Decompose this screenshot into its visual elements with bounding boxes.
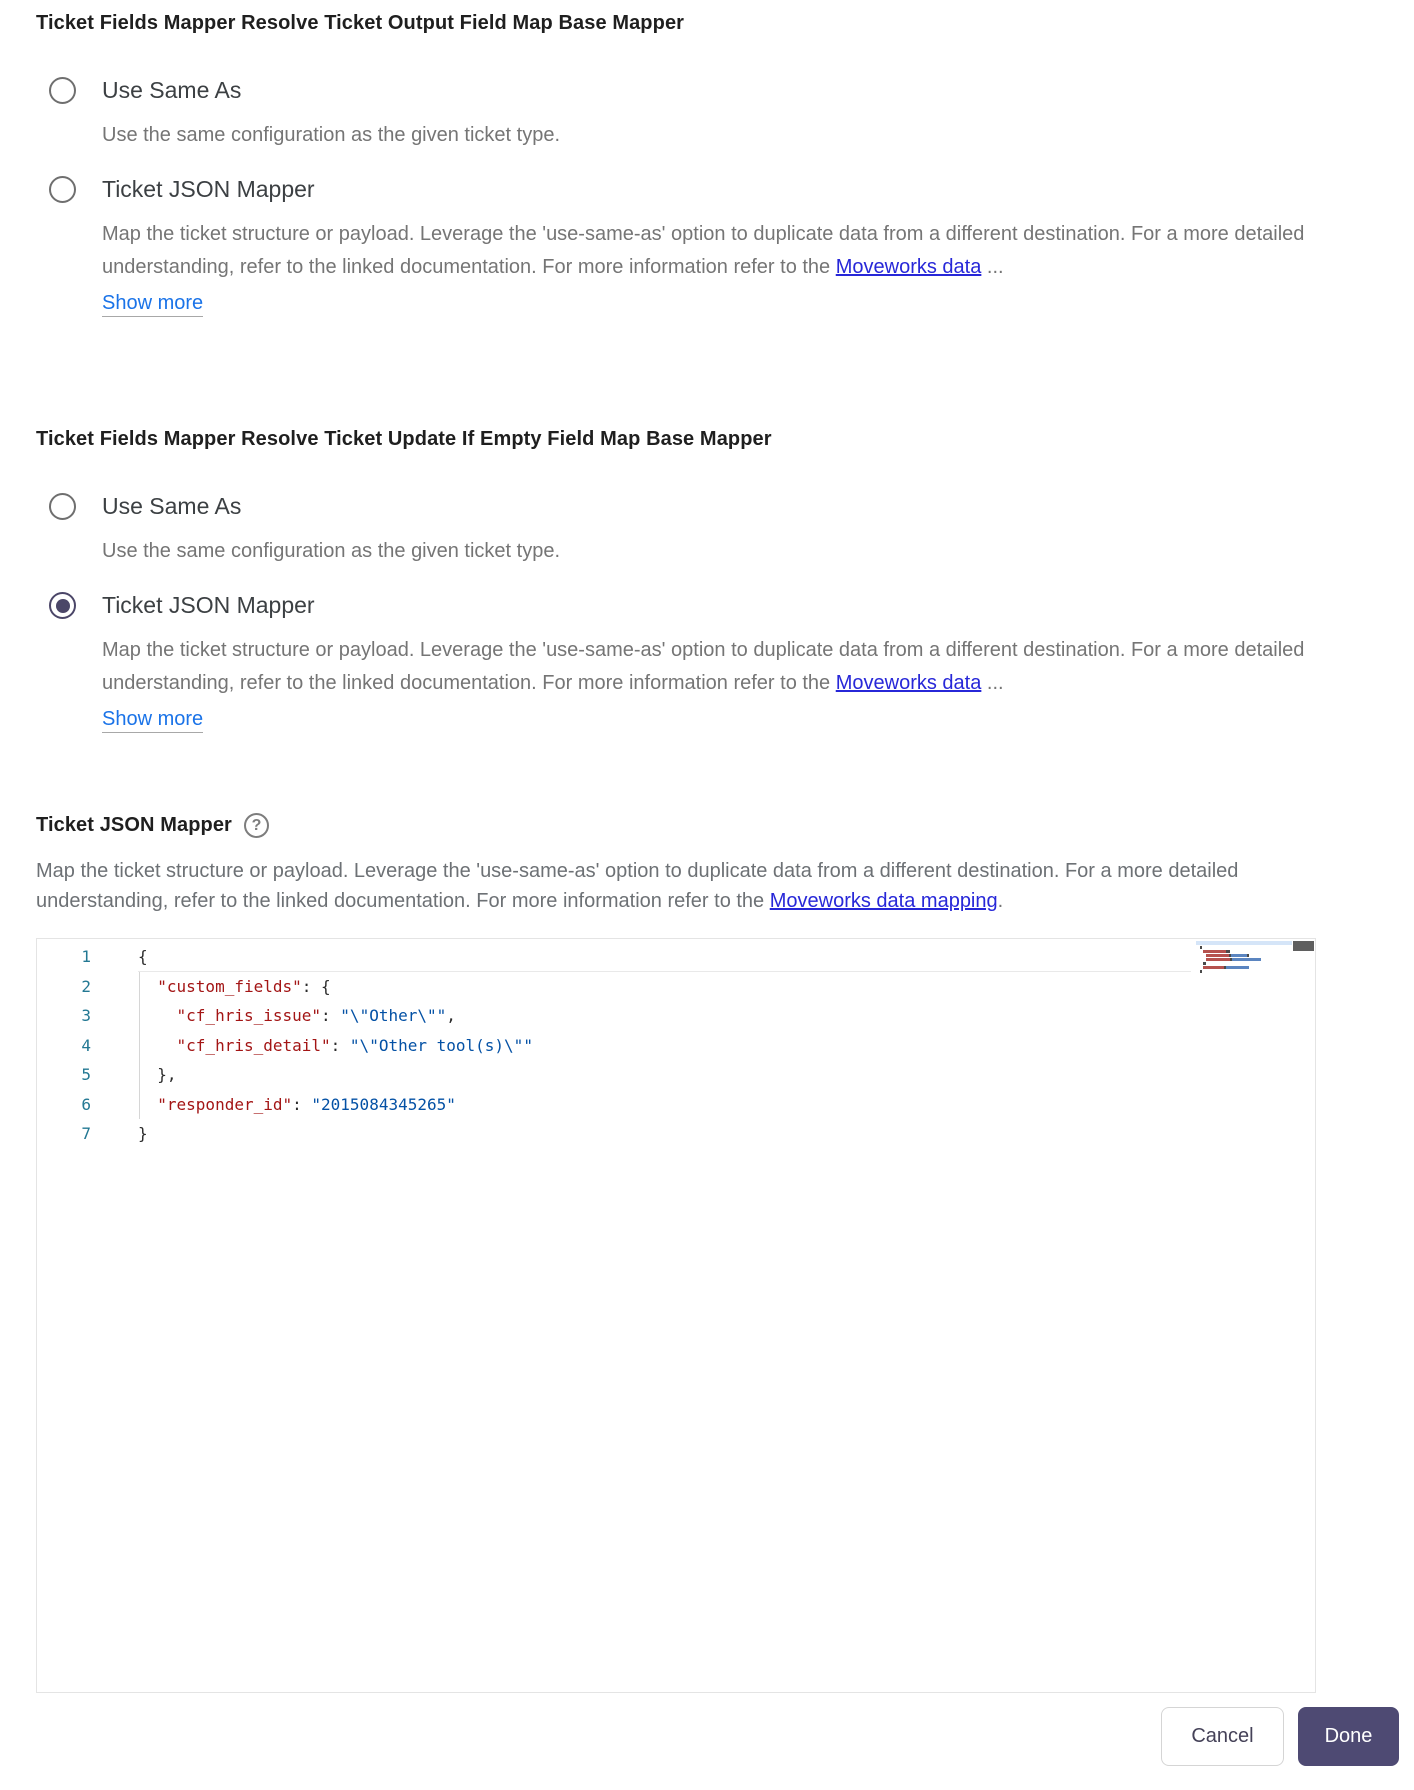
show-more-link[interactable]: Show more xyxy=(102,706,203,733)
option-ticket-json-mapper[interactable] xyxy=(36,176,1314,317)
moveworks-data-link[interactable]: Moveworks data xyxy=(835,672,982,694)
radio-group xyxy=(36,77,1314,317)
line-number: 7 xyxy=(81,1124,91,1143)
code-line[interactable]: "cf_hris_detail": "\"Other tool(s)\"" xyxy=(176,1035,533,1055)
line-number: 3 xyxy=(81,1006,91,1025)
radio-button[interactable] xyxy=(49,176,76,203)
line-number: 4 xyxy=(81,1035,91,1055)
done-button[interactable]: Done xyxy=(1298,1707,1399,1766)
option-label: Use Same As xyxy=(102,77,242,103)
line-number: 6 xyxy=(81,1094,91,1114)
description-text: Map the ticket structure or payload. Leverage the 'use-same-as' option to duplicate data from a different destination. For a more detailed understanding, refer to the linked documentation. For more information refer to the xyxy=(102,223,1305,278)
line-number-gutter xyxy=(37,942,91,1149)
vertical-scrollbar[interactable] xyxy=(1293,939,1315,1692)
section-update-if-empty-field-map xyxy=(36,428,1314,733)
help-icon[interactable]: ? xyxy=(244,813,269,838)
option-label: Ticket JSON Mapper xyxy=(102,176,315,202)
option-use-same-as[interactable] xyxy=(36,77,1314,152)
description-text: Map the ticket structure or payload. Leverage the 'use-same-as' option to duplicate data from a different destination. For a more detailed understanding, refer to the linked documentation. For more information refer to the xyxy=(102,639,1305,694)
truncation-ellipsis: ... xyxy=(981,672,1004,694)
description-text: Map the ticket structure or payload. Leverage the 'use-same-as' option to duplicate data from a different destination. For a more detailed understanding, refer to the linked documentation. For more information refer to the xyxy=(36,860,1239,912)
option-description: Use the same configuration as the given ticket type. xyxy=(102,124,561,146)
option-description xyxy=(102,218,1314,284)
footer-actions xyxy=(1161,1707,1399,1766)
sentence-period: . xyxy=(997,890,1004,912)
code-line[interactable]: "cf_hris_issue": "\"Other\"", xyxy=(176,1006,456,1025)
code-editor[interactable] xyxy=(36,938,1316,1693)
code-line[interactable]: }, xyxy=(138,1065,177,1084)
code-line[interactable]: } xyxy=(138,1124,148,1143)
cancel-button[interactable]: Cancel xyxy=(1161,1707,1284,1766)
section-output-field-map xyxy=(36,12,1314,317)
scrollbar-thumb[interactable] xyxy=(1293,941,1314,951)
line-number: 1 xyxy=(81,947,91,966)
line-number: 2 xyxy=(81,976,91,996)
radio-button[interactable] xyxy=(49,493,76,520)
section-ticket-json-mapper xyxy=(36,813,1288,916)
minimap-content xyxy=(1196,941,1292,973)
option-description xyxy=(102,634,1314,700)
minimap[interactable] xyxy=(1196,941,1292,1031)
show-more-link[interactable]: Show more xyxy=(102,290,203,317)
code-line[interactable]: "custom_fields": { xyxy=(157,976,331,996)
moveworks-data-mapping-link[interactable]: Moveworks data mapping xyxy=(769,890,998,912)
option-use-same-as[interactable] xyxy=(36,493,1314,568)
code-line[interactable]: { xyxy=(138,942,1191,972)
radio-button[interactable] xyxy=(49,77,76,104)
mapper-description xyxy=(36,856,1288,916)
moveworks-data-link[interactable]: Moveworks data xyxy=(835,256,982,278)
section-heading: Ticket Fields Mapper Resolve Ticket Output Field Map Base Mapper xyxy=(36,12,685,34)
radio-group xyxy=(36,493,1314,733)
radio-button-selected[interactable] xyxy=(49,592,76,619)
truncation-ellipsis: ... xyxy=(981,256,1004,278)
option-label: Use Same As xyxy=(102,493,242,519)
line-number: 5 xyxy=(81,1065,91,1084)
section-heading: Ticket Fields Mapper Resolve Ticket Update If Empty Field Map Base Mapper xyxy=(36,428,772,450)
code-line[interactable]: "responder_id": "2015084345265" xyxy=(157,1094,456,1114)
option-ticket-json-mapper[interactable] xyxy=(36,592,1314,733)
page-title: Ticket JSON Mapper xyxy=(36,814,232,836)
option-description: Use the same configuration as the given ticket type. xyxy=(102,540,561,562)
option-label: Ticket JSON Mapper xyxy=(102,592,315,618)
code-content[interactable] xyxy=(138,942,1191,1149)
